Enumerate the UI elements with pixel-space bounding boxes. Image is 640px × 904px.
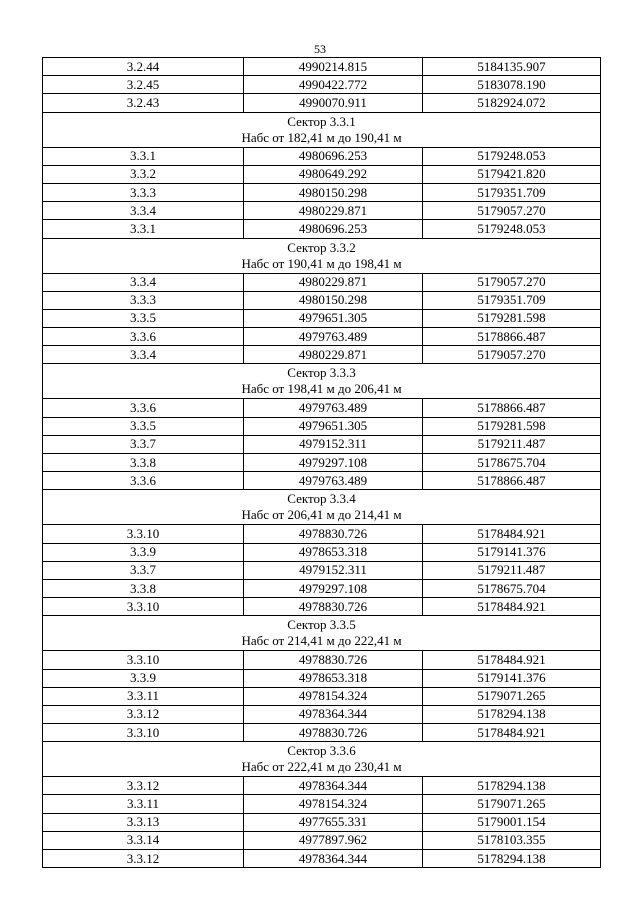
x-coordinate-cell: 4979763.489: [244, 328, 423, 346]
table-row: [43, 687, 601, 705]
y-coordinate-cell: 5179141.376: [423, 669, 601, 687]
point-id-cell: 3.3.8: [43, 454, 244, 472]
sector-header: [43, 742, 601, 777]
y-coordinate-cell: 5178675.704: [423, 454, 601, 472]
table-row: [43, 472, 601, 490]
y-coordinate-cell: 5184135.907: [423, 58, 601, 76]
x-coordinate-cell: 4990070.911: [244, 94, 423, 112]
y-coordinate-cell: 5179351.709: [423, 291, 601, 309]
y-coordinate-cell: 5179211.487: [423, 561, 601, 579]
x-coordinate-cell: 4980150.298: [244, 291, 423, 309]
table-row: [43, 561, 601, 579]
y-coordinate-cell: 5179248.053: [423, 220, 601, 238]
table-row: [43, 454, 601, 472]
table-row: [43, 220, 601, 238]
y-coordinate-cell: 5179281.598: [423, 417, 601, 435]
x-coordinate-cell: 4978364.344: [244, 850, 423, 868]
table-row: [43, 76, 601, 94]
point-id-cell: 3.3.4: [43, 346, 244, 364]
table-row: [43, 525, 601, 543]
x-coordinate-cell: 4979152.311: [244, 561, 423, 579]
y-coordinate-cell: 5179421.820: [423, 165, 601, 183]
point-id-cell: 3.3.3: [43, 291, 244, 309]
y-coordinate-cell: 5179351.709: [423, 183, 601, 201]
table-row: [43, 202, 601, 220]
sector-title: Сектор 3.3.6: [287, 743, 356, 759]
point-id-cell: 3.3.13: [43, 813, 244, 831]
y-coordinate-cell: 5178484.921: [423, 598, 601, 616]
point-id-cell: 3.3.14: [43, 831, 244, 849]
x-coordinate-cell: 4978364.344: [244, 705, 423, 723]
x-coordinate-cell: 4980229.871: [244, 346, 423, 364]
table-row: [43, 705, 601, 723]
table-row: [43, 831, 601, 849]
x-coordinate-cell: 4979651.305: [244, 417, 423, 435]
x-coordinate-cell: 4978154.324: [244, 795, 423, 813]
point-id-cell: 3.3.3: [43, 183, 244, 201]
point-id-cell: 3.2.45: [43, 76, 244, 94]
table-row: [43, 543, 601, 561]
sector-header: [43, 616, 601, 651]
table-row: [43, 795, 601, 813]
x-coordinate-cell: 4978830.726: [244, 598, 423, 616]
sector-header-row: [43, 616, 601, 651]
point-id-cell: 3.3.12: [43, 777, 244, 795]
table-row: [43, 147, 601, 165]
x-coordinate-cell: 4980229.871: [244, 273, 423, 291]
point-id-cell: 3.3.10: [43, 525, 244, 543]
point-id-cell: 3.3.1: [43, 220, 244, 238]
coordinates-table: [42, 57, 601, 868]
y-coordinate-cell: 5179211.487: [423, 435, 601, 453]
y-coordinate-cell: 5179001.154: [423, 813, 601, 831]
point-id-cell: 3.3.4: [43, 202, 244, 220]
table-row: [43, 777, 601, 795]
table-row: [43, 183, 601, 201]
point-id-cell: 3.3.11: [43, 795, 244, 813]
y-coordinate-cell: 5178484.921: [423, 525, 601, 543]
point-id-cell: 3.3.4: [43, 273, 244, 291]
y-coordinate-cell: 5179057.270: [423, 202, 601, 220]
table-row: [43, 435, 601, 453]
coordinates-table-body: [43, 58, 601, 868]
page-number: 53: [314, 42, 326, 56]
y-coordinate-cell: 5178675.704: [423, 579, 601, 597]
y-coordinate-cell: 5178866.487: [423, 399, 601, 417]
sector-header: [43, 364, 601, 399]
x-coordinate-cell: 4990422.772: [244, 76, 423, 94]
table-row: [43, 58, 601, 76]
sector-header: [43, 112, 601, 147]
x-coordinate-cell: 4980696.253: [244, 220, 423, 238]
point-id-cell: 3.3.5: [43, 309, 244, 327]
table-row: [43, 346, 601, 364]
sector-header-row: [43, 364, 601, 399]
point-id-cell: 3.3.1: [43, 147, 244, 165]
y-coordinate-cell: 5179071.265: [423, 795, 601, 813]
x-coordinate-cell: 4979152.311: [244, 435, 423, 453]
y-coordinate-cell: 5179141.376: [423, 543, 601, 561]
sector-header-row: [43, 112, 601, 147]
table-row: [43, 291, 601, 309]
x-coordinate-cell: 4978830.726: [244, 525, 423, 543]
y-coordinate-cell: 5179248.053: [423, 147, 601, 165]
y-coordinate-cell: 5179057.270: [423, 273, 601, 291]
table-row: [43, 399, 601, 417]
sector-title: Сектор 3.3.5: [287, 617, 356, 633]
y-coordinate-cell: 5182924.072: [423, 94, 601, 112]
table-row: [43, 309, 601, 327]
x-coordinate-cell: 4979651.305: [244, 309, 423, 327]
sector-title: Сектор 3.3.1: [287, 113, 356, 129]
sector-title: Сектор 3.3.4: [287, 491, 356, 507]
point-id-cell: 3.3.7: [43, 435, 244, 453]
sector-elevation-range: Набс от 206,41 м до 214,41 м: [241, 507, 402, 523]
y-coordinate-cell: 5178294.138: [423, 777, 601, 795]
point-id-cell: 3.2.43: [43, 94, 244, 112]
point-id-cell: 3.2.44: [43, 58, 244, 76]
y-coordinate-cell: 5178294.138: [423, 705, 601, 723]
x-coordinate-cell: 4978154.324: [244, 687, 423, 705]
point-id-cell: 3.3.7: [43, 561, 244, 579]
y-coordinate-cell: 5178484.921: [423, 651, 601, 669]
y-coordinate-cell: 5178866.487: [423, 328, 601, 346]
table-row: [43, 724, 601, 742]
x-coordinate-cell: 4980229.871: [244, 202, 423, 220]
point-id-cell: 3.3.2: [43, 165, 244, 183]
point-id-cell: 3.3.5: [43, 417, 244, 435]
point-id-cell: 3.3.11: [43, 687, 244, 705]
sector-header: [43, 238, 601, 273]
point-id-cell: 3.3.10: [43, 724, 244, 742]
sector-header: [43, 490, 601, 525]
sector-elevation-range: Набс от 198,41 м до 206,41 м: [241, 381, 402, 397]
y-coordinate-cell: 5178866.487: [423, 472, 601, 490]
point-id-cell: 3.3.6: [43, 472, 244, 490]
table-row: [43, 165, 601, 183]
point-id-cell: 3.3.12: [43, 850, 244, 868]
y-coordinate-cell: 5178294.138: [423, 850, 601, 868]
y-coordinate-cell: 5179281.598: [423, 309, 601, 327]
x-coordinate-cell: 4978830.726: [244, 651, 423, 669]
x-coordinate-cell: 4979297.108: [244, 579, 423, 597]
sector-header-row: [43, 490, 601, 525]
table-row: [43, 813, 601, 831]
x-coordinate-cell: 4979763.489: [244, 399, 423, 417]
sector-header-row: [43, 742, 601, 777]
point-id-cell: 3.3.10: [43, 598, 244, 616]
point-id-cell: 3.3.6: [43, 399, 244, 417]
table-row: [43, 850, 601, 868]
y-coordinate-cell: 5183078.190: [423, 76, 601, 94]
sector-elevation-range: Набс от 214,41 м до 222,41 м: [241, 633, 402, 649]
point-id-cell: 3.3.10: [43, 651, 244, 669]
table-row: [43, 579, 601, 597]
point-id-cell: 3.3.9: [43, 543, 244, 561]
x-coordinate-cell: 4978653.318: [244, 669, 423, 687]
x-coordinate-cell: 4977655.331: [244, 813, 423, 831]
y-coordinate-cell: 5179057.270: [423, 346, 601, 364]
table-row: [43, 651, 601, 669]
x-coordinate-cell: 4978830.726: [244, 724, 423, 742]
x-coordinate-cell: 4979297.108: [244, 454, 423, 472]
sector-header-row: [43, 238, 601, 273]
sector-elevation-range: Набс от 222,41 м до 230,41 м: [241, 759, 402, 775]
table-row: [43, 273, 601, 291]
table-row: [43, 669, 601, 687]
sector-elevation-range: Набс от 182,41 м до 190,41 м: [241, 129, 402, 145]
point-id-cell: 3.3.6: [43, 328, 244, 346]
x-coordinate-cell: 4979763.489: [244, 472, 423, 490]
table-row: [43, 598, 601, 616]
x-coordinate-cell: 4980649.292: [244, 165, 423, 183]
x-coordinate-cell: 4980696.253: [244, 147, 423, 165]
y-coordinate-cell: 5179071.265: [423, 687, 601, 705]
point-id-cell: 3.3.9: [43, 669, 244, 687]
sector-title: Сектор 3.3.3: [287, 365, 356, 381]
x-coordinate-cell: 4990214.815: [244, 58, 423, 76]
y-coordinate-cell: 5178103.355: [423, 831, 601, 849]
x-coordinate-cell: 4978364.344: [244, 777, 423, 795]
point-id-cell: 3.3.8: [43, 579, 244, 597]
table-row: [43, 328, 601, 346]
sector-title: Сектор 3.3.2: [287, 239, 356, 255]
table-row: [43, 417, 601, 435]
sector-elevation-range: Набс от 190,41 м до 198,41 м: [241, 255, 402, 271]
point-id-cell: 3.3.12: [43, 705, 244, 723]
table-row: [43, 94, 601, 112]
y-coordinate-cell: 5178484.921: [423, 724, 601, 742]
x-coordinate-cell: 4978653.318: [244, 543, 423, 561]
x-coordinate-cell: 4980150.298: [244, 183, 423, 201]
x-coordinate-cell: 4977897.962: [244, 831, 423, 849]
